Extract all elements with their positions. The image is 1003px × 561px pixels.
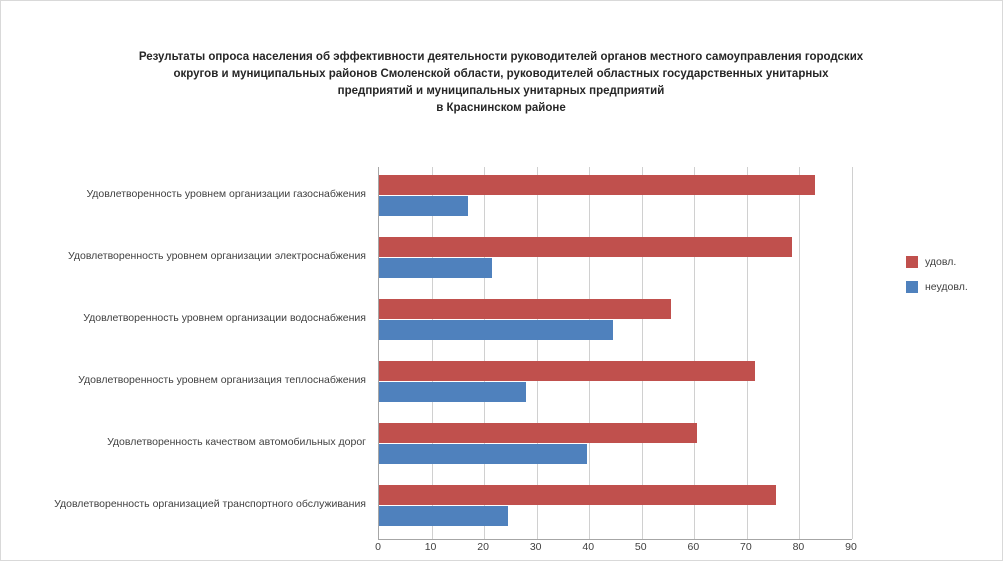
legend-swatch-icon-positive: [906, 256, 918, 268]
category-axis-tick-label: Удовлетворенность уровнем организации газоснабжения: [86, 188, 366, 200]
chart-title: [61, 49, 941, 117]
category-axis-tick-label: Удовлетворенность уровнем организации водоснабжения: [83, 312, 366, 324]
gridline: [852, 167, 853, 539]
value-axis-tick-label: 50: [634, 541, 647, 553]
value-axis-tick-label: 80: [792, 541, 805, 553]
value-axis-tick-label: 60: [687, 541, 700, 553]
bar-group: [379, 299, 852, 340]
bar-positive: [379, 485, 776, 505]
chart-title-line-1: Результаты опроса населения об эффективности деятельности руководителей органов местного самоуправления городских: [138, 51, 864, 63]
bar-series-container: [379, 167, 852, 539]
category-axis-tick-label: Удовлетворенность уровнем организации электроснабжения: [68, 250, 366, 262]
value-axis-tick-label: 0: [375, 541, 381, 553]
bar-group: [379, 175, 852, 216]
bar-negative: [379, 382, 526, 402]
category-axis-labels: [1, 167, 372, 539]
category-axis-tick-label: Удовлетворенность уровнем организация теплоснабжения: [78, 374, 366, 386]
chart-title-line-4: в Краснинском районе: [436, 102, 566, 114]
plot-area: [378, 167, 852, 540]
bar-positive: [379, 237, 792, 257]
value-axis-tick-label: 20: [477, 541, 489, 553]
chart-legend: [906, 256, 996, 306]
bar-group: [379, 237, 852, 278]
bar-positive: [379, 423, 697, 443]
bar-positive: [379, 361, 755, 381]
value-axis-tick-label: 40: [582, 541, 595, 553]
chart-title-line-2: округов и муниципальных районов Смоленской области, руководителей областных государственных унитарных: [173, 68, 829, 80]
bar-negative: [379, 196, 468, 216]
category-axis-tick-label: Удовлетворенность качеством автомобильных дорог: [107, 436, 366, 448]
legend-swatch-icon-negative: [906, 281, 918, 293]
value-axis-tick-label: 30: [529, 541, 542, 553]
bar-group: [379, 361, 852, 402]
value-axis-tick-label: 10: [424, 541, 437, 553]
bar-negative: [379, 444, 587, 464]
bar-negative: [379, 258, 492, 278]
value-axis-tick-label: 70: [740, 541, 752, 553]
bar-negative: [379, 506, 508, 526]
bar-positive: [379, 175, 815, 195]
bar-group: [379, 485, 852, 526]
bar-group: [379, 423, 852, 464]
value-axis-labels: [375, 541, 857, 557]
legend-item-positive: [906, 256, 996, 268]
chart-title-line-3: предприятий и муниципальных унитарных предприятий: [337, 85, 665, 97]
bar-negative: [379, 320, 613, 340]
bar-positive: [379, 299, 671, 319]
legend-label-positive: удовл.: [925, 256, 957, 268]
legend-label-negative: неудовл.: [925, 281, 968, 293]
category-axis-tick-label: Удовлетворенность организацией транспортного обслуживания: [54, 498, 366, 510]
legend-item-negative: [906, 281, 996, 293]
value-axis-tick-label: 90: [845, 541, 857, 553]
